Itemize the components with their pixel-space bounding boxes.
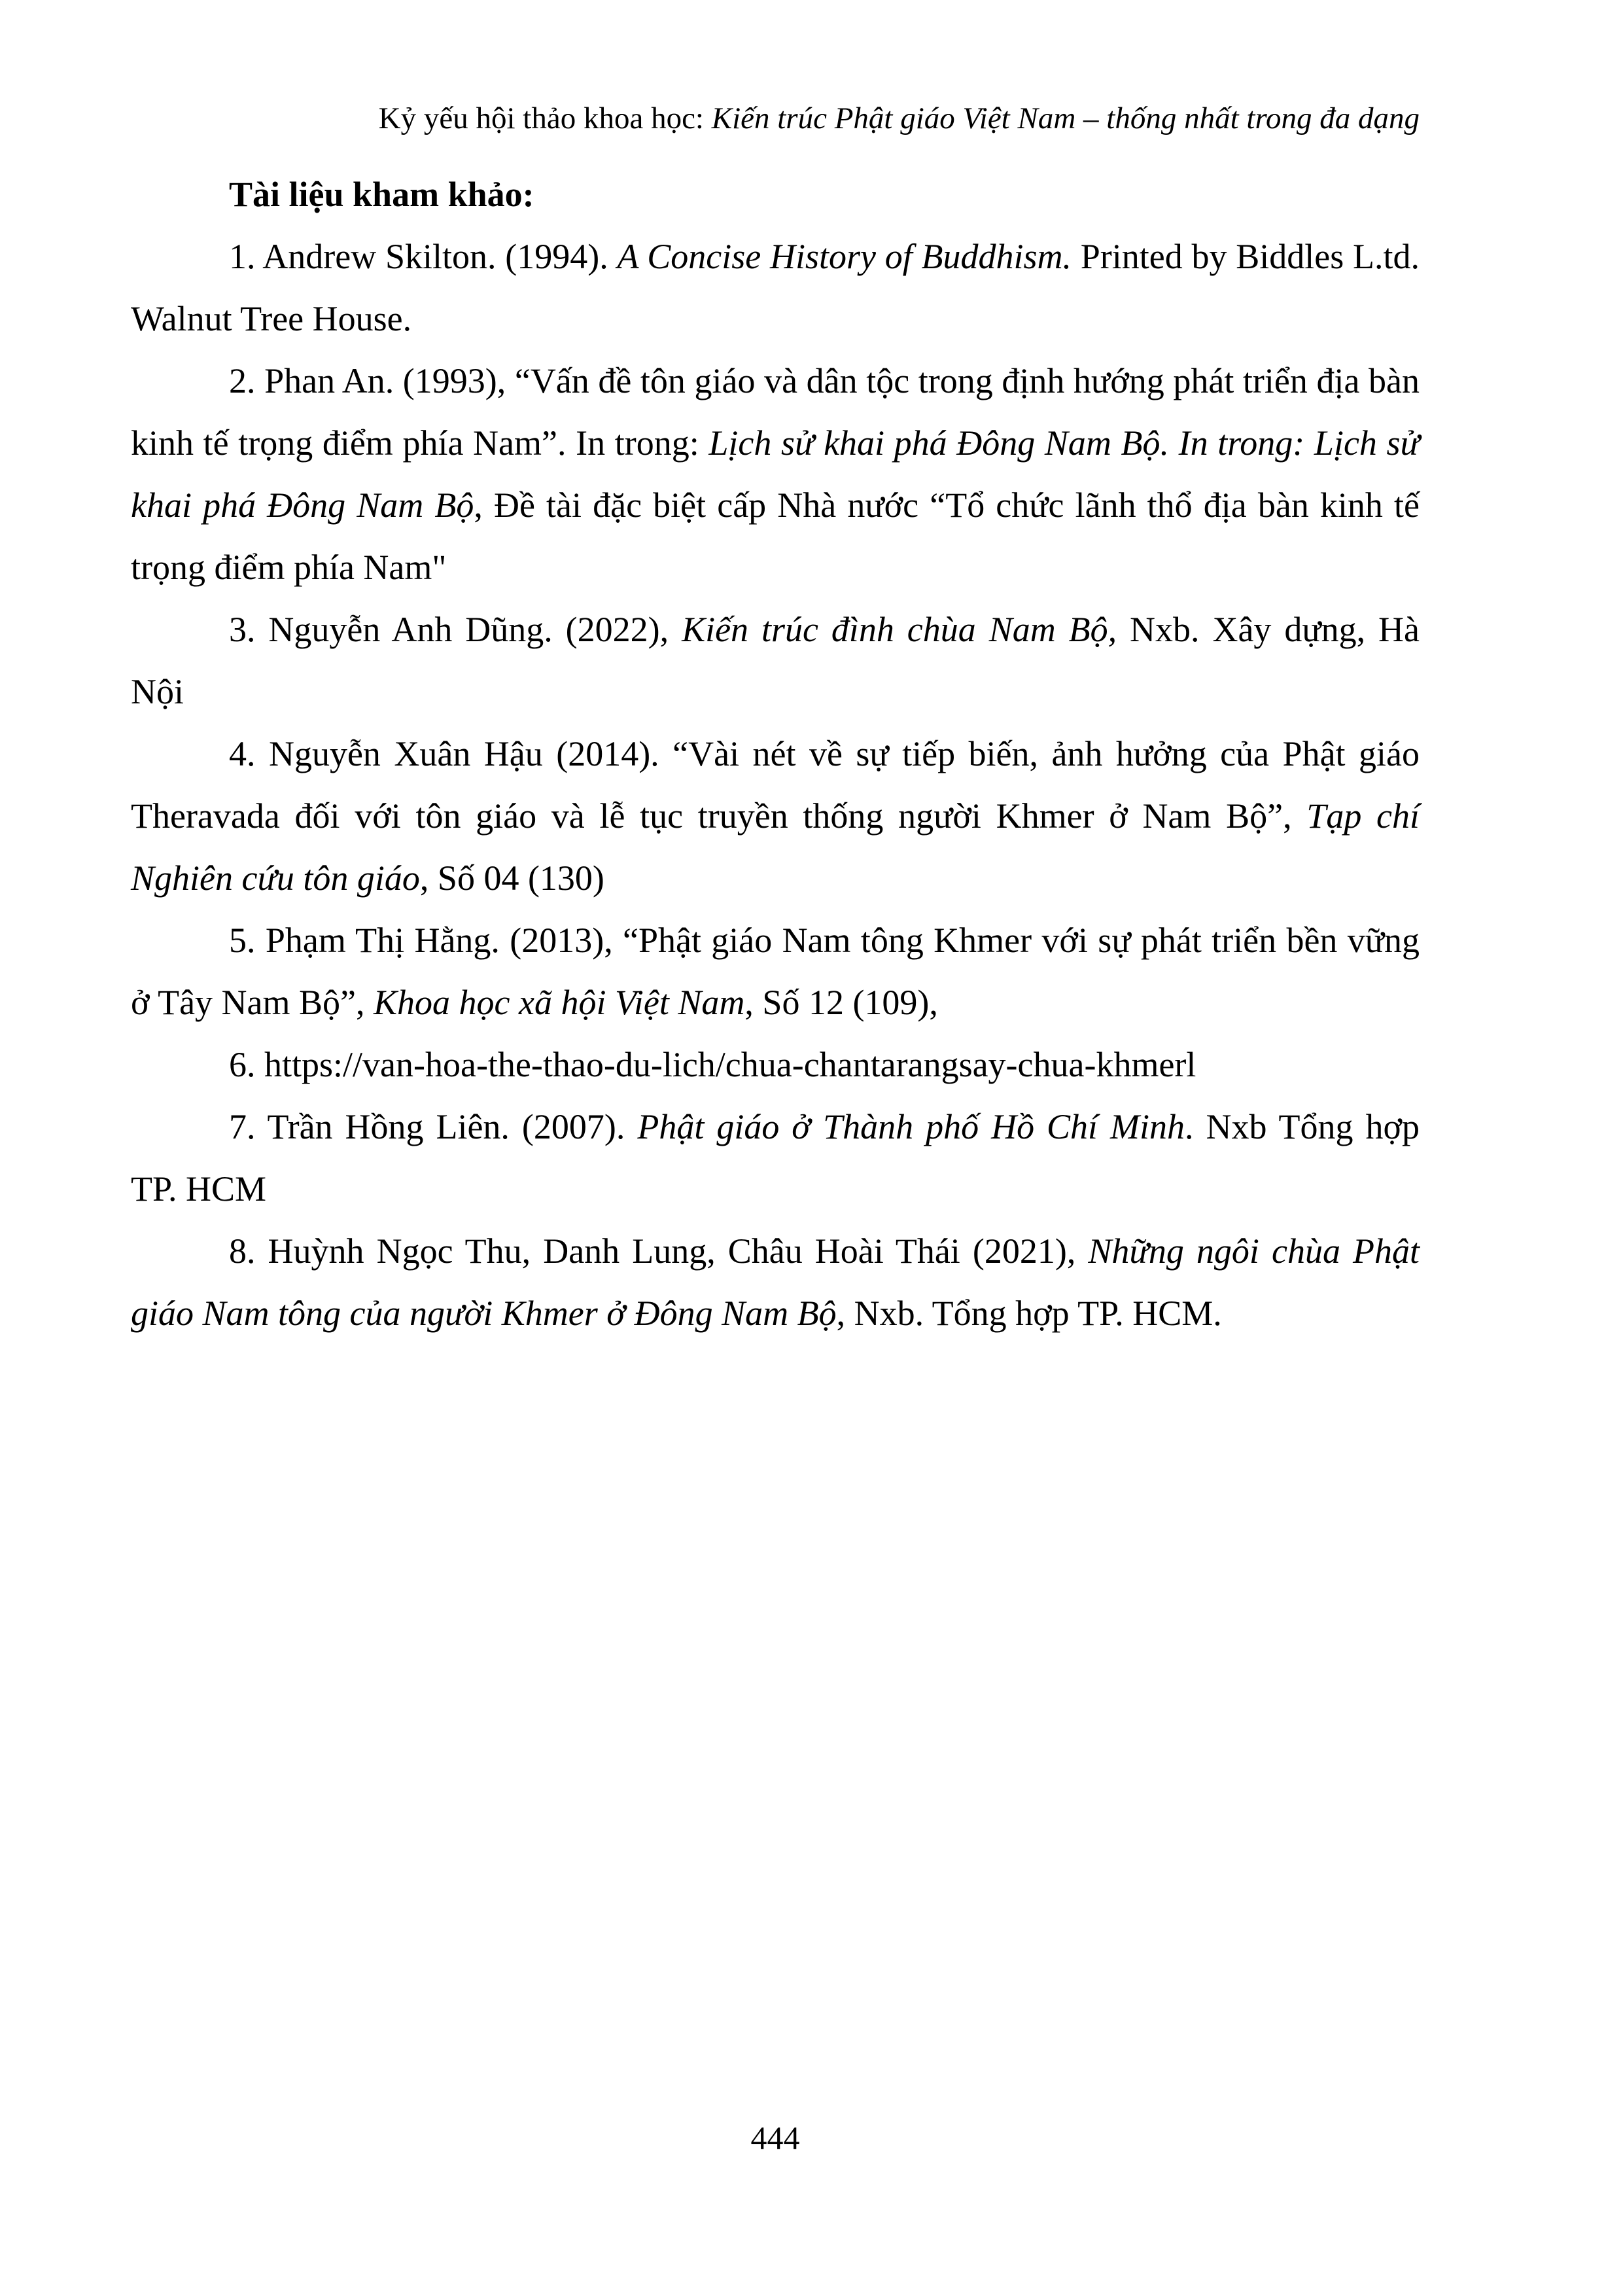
reference-run: 1. Andrew Skilton. (1994). (229, 237, 618, 276)
reference-run: Printed by Biddles L.td. Walnut Tree House. (131, 237, 1420, 338)
running-header (131, 98, 1420, 139)
reference-run: , Nxb. Tổng hợp TP. HCM. (836, 1294, 1222, 1333)
reference-run-italic: A Concise History of Buddhism. (617, 237, 1072, 276)
references-list (131, 226, 1420, 1345)
reference-run: 5. Phạm Thị Hằng. (2013), “Phật giáo Nam tông Khmer với sự phát triển bền vững ở Tây Nam Bộ”, (131, 921, 1420, 1022)
reference-item (131, 1034, 1420, 1096)
reference-run-italic: Kiến trúc đình chùa Nam Bộ, (682, 610, 1117, 649)
reference-run: 4. Nguyễn Xuân Hậu (2014). “Vài nét về sự tiếp biến, ảnh hưởng của Phật giáo Theravada đối với tôn giáo và lễ tục truyền thống người Khmer ở Nam Bộ”, (131, 734, 1420, 836)
reference-run: , Số 12 (109), (744, 983, 938, 1022)
reference-run: 8. Huỳnh Ngọc Thu, Danh Lung, Châu Hoài Thái (2021), (229, 1231, 1089, 1271)
running-header-title: Kiến trúc Phật giáo Việt Nam – thống nhất trong đa dạng (711, 101, 1420, 135)
reference-item (131, 226, 1420, 350)
section-title: Tài liệu kham khảo: (229, 175, 534, 214)
reference-item (131, 910, 1420, 1034)
reference-run: , Số 04 (130) (419, 858, 604, 898)
reference-run: . Nxb Tổng hợp TP. HCM (131, 1107, 1420, 1209)
running-header-prefix: Kỷ yếu hội thảo khoa học: (378, 101, 712, 135)
reference-run-italic: Lịch sử khai phá Đông Nam Bộ. In trong: Lịch sử khai phá Đông Nam Bộ (131, 423, 1420, 525)
reference-run-italic: Phật giáo ở Thành phố Hồ Chí Minh (637, 1107, 1185, 1146)
page-number: 444 (750, 2119, 800, 2156)
reference-item (131, 723, 1420, 910)
reference-run: 2. Phan An. (1993), “Vấn đề tôn giáo và dân tộc trong định hướng phát triển địa bàn kinh tế trọng điểm phía Nam”. In trong: (131, 361, 1420, 463)
reference-run: Nxb. Xây dựng, Hà Nội (131, 610, 1420, 711)
reference-item (131, 1220, 1420, 1345)
reference-item (131, 350, 1420, 599)
reference-run: 3. Nguyễn Anh Dũng. (2022), (229, 610, 682, 649)
reference-run-italic: Những ngôi chùa Phật giáo Nam tông của người Khmer ở Đông Nam Bộ (131, 1231, 1420, 1333)
reference-run: 7. Trần Hồng Liên. (2007). (229, 1107, 638, 1146)
reference-item (131, 1096, 1420, 1220)
reference-run-italic: Khoa học xã hội Việt Nam (374, 983, 745, 1022)
reference-item (131, 599, 1420, 723)
reference-run-italic: Tạp chí Nghiên cứu tôn giáo (131, 796, 1420, 898)
reference-run: 6. https://van-hoa-the-thao-du-lich/chua-chantarangsay-chua-khmerl (229, 1045, 1196, 1084)
reference-run: , Đề tài đặc biệt cấp Nhà nước “Tổ chức lãnh thổ địa bàn kinh tế trọng điểm phía Nam" (131, 486, 1420, 587)
